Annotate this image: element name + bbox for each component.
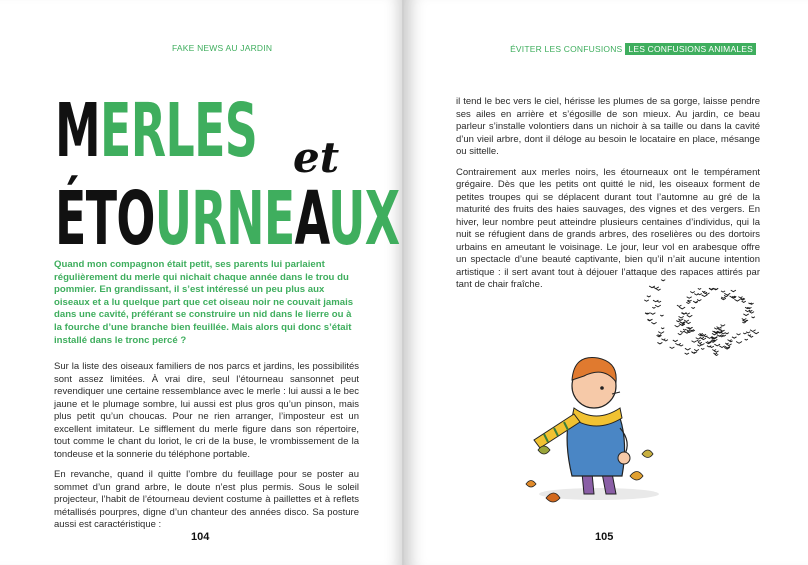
page-number-right: 105 [595,531,614,543]
body-paragraph: Contrairement aux merles noirs, les étourneaux ont le tempérament grégaire. Dès que les petits ont quitté le nid, les oiseaux forment de petites troupes qui se déplacent durant tout l’automne au gré de la maturité des fruits des haies sauvages, des vignes et des vergers. En hiver, leur nombre peut atteindre plusieurs centaines d’individus, qui la nuit se réfugient dans de grands arbres, des roselières ou des dortoirs urbains en ameutant le voisinage. Le jour, leur vol en arabesque offre un spectacle d’une beauté captivante, bien qu’il n’ait aucune intention artistique : il sert avant tout à déjouer l’attaque des rapaces attirés par tant de chair fraîche. [456,166,760,290]
title-fragment: M [55,88,101,174]
left-page [0,0,402,565]
intro-paragraph: Quand mon compagnon était petit, ses parents lui parlaient régulièrement du merle qui nichait chaque année dans le trou du pommier. En grandissant, il s’est intéressé un peu plus aux oiseaux et a lu quelque part que cet oiseau noir ne couvait jamais dans une cavité, préférant se construire un nid dans le lierre ou à la fourche d’une branche bien feuillée. Mais alors qui donc s’était installé dans le tronc percé ? [54,259,354,346]
title-fragment: ERLES [100,88,258,174]
page-number-left: 104 [191,531,210,543]
running-head-section: ÉVITER LES CONFUSIONS [510,44,623,54]
title-line-etourneaux [55,176,400,262]
title-fragment: URNE [154,176,295,262]
title-line-merles [55,88,258,174]
body-paragraph: En revanche, quand il quitte l’ombre du feuillage pour se poster au sommet d’un grand arbre, le doute n’est plus permis. Sous le soleil projecteur, l’habit de l’étourneau devient costume à paillettes et à reflets métallisés pourpres, digne d’un chanteur des années disco. Sa posture aussi est caractéristique : [54,469,359,530]
running-head-chapter-tag: LES CONFUSIONS ANIMALES [625,43,756,55]
running-head-left: FAKE NEWS AU JARDIN [172,43,273,53]
child-watching-starling-murmuration-illustration [524,258,764,508]
body-paragraph: il tend le bec vers le ciel, hérisse les plumes de sa gorge, laisse pendre ses ailes en arrière et s’égosille de son mieux. Au jardin, ce beau parleur s’installe volontiers dans un nichoir à sa taille ou dans la cavité d’un vieil arbre, dont il déloge au besoin le locataire en place, mésange ou sittelle. [456,96,760,157]
running-head-right [510,43,756,55]
title-fragment: ÉTO [55,176,155,262]
title-fragment: UX [328,176,400,262]
starling-flock-icon [644,280,759,356]
right-page [404,0,808,565]
body-paragraph: Sur la liste des oiseaux familiers de nos parcs et jardins, les possibilités sont assez limitées. À vrai dire, seul l’étourneau sansonnet peut revendiquer une certaine ressemblance avec le merle : lui aussi a le bec jaune et le plumage sombre, lui aussi est plus gros qu’un pinson, mais plus petit qu’un choucas. Pour ne rien arranger, l’imposteur est un excellent imitateur. Le sifflement du merle figure dans son répertoire, tout comme le chant du loriot, le cri de la buse, le vrombissement de la tondeuse et la sonnerie du téléphone portable. [54,361,359,460]
title-fragment: A [294,176,329,262]
left-body-text [54,361,359,540]
title-script-word: et [293,133,340,182]
